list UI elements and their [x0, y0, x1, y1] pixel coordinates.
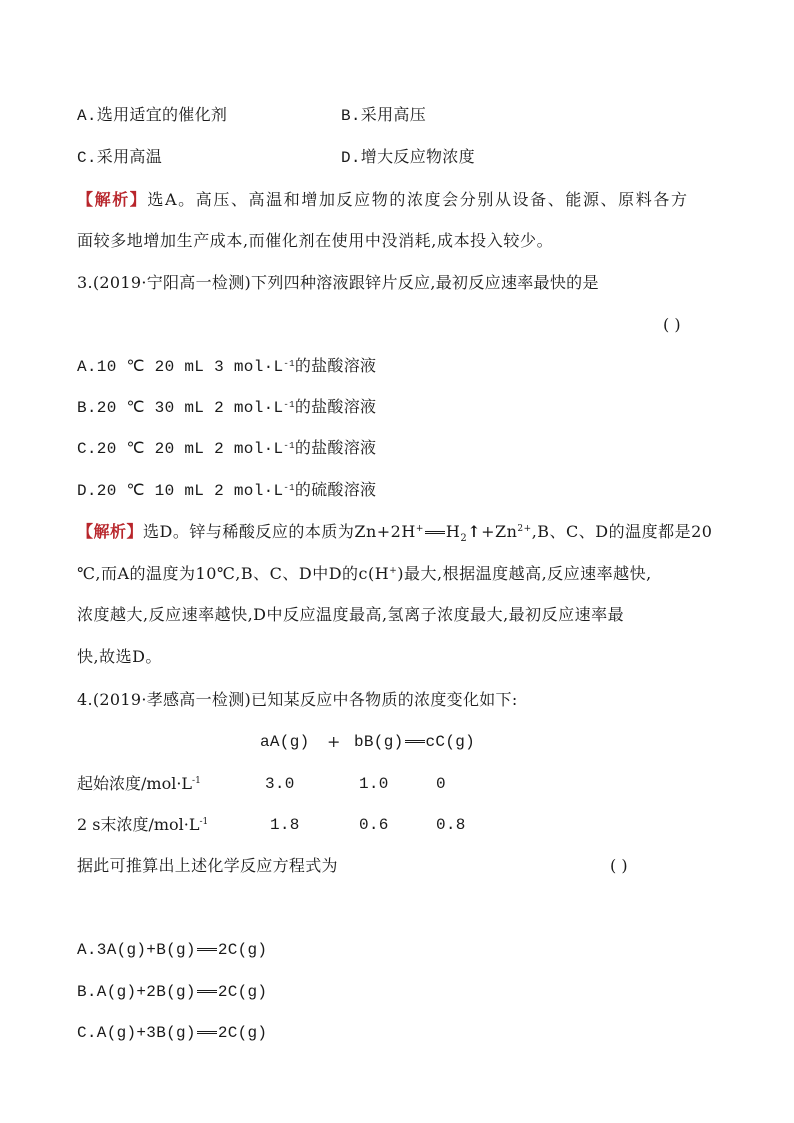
q4-option-b: B.A(g)+2B(g) 2C(g) — [77, 983, 268, 1001]
q4-option-c: C.A(g)+3B(g) 2C(g) — [77, 1024, 268, 1042]
equals-sign-icon — [197, 948, 217, 951]
q3-analysis-line2: ℃,而A的温度为10℃,B、C、D中D的c(H+)最大,根据温度越高,反应速率越快, — [77, 564, 652, 583]
q4-equation-term-a: aA(g) — [260, 733, 310, 751]
q2-analysis-line2: 面较多地增加生产成本,而催化剂在使用中没消耗,成本投入较少。 — [77, 231, 554, 250]
q3-analysis-line1: 【解析】选D。锌与稀酸反应的本质为Zn+2H+ $H_2↑+Zn^{2+},B$、C、D的温度都是20 — [77, 522, 713, 545]
q2-option-a: A.选用适宜的催化剂 — [77, 107, 228, 125]
q3-option-b: B.20 ℃ 30 mL 2 $mol\cdot L^{-1}$的盐酸溶液 — [77, 399, 377, 417]
q3-option-d: D.20 ℃ 10 mL 2 $mol\cdot L^{-1}$的硫酸溶液 — [77, 482, 377, 500]
q3-analysis-line4: 快,故选D。 — [77, 647, 162, 666]
q2-option-b: B.采用高压 — [341, 107, 427, 125]
q4-option-a: A.3A(g)+B(g) 2C(g) — [77, 941, 268, 959]
q4-equation-term-b: bB(g) cC(g) — [354, 733, 476, 751]
equals-sign-icon — [425, 531, 445, 534]
equals-sign-icon — [197, 1031, 217, 1034]
q4-prompt: 据此可推算出上述化学反应方程式为 — [77, 856, 338, 875]
q4-stem: 4.(2019·孝感高一检测)已知某反应中各物质的浓度变化如下: — [77, 690, 518, 709]
equals-sign-icon — [405, 740, 425, 743]
analysis-tag: 【解析】 — [77, 522, 144, 541]
q4-answer-blank: ( ) — [610, 856, 628, 875]
q2-option-d: D.增大反应物浓度 — [341, 149, 475, 167]
q3-option-a: A.10 ℃ 20 mL 3 $mol\cdot L^{-1}$的盐酸溶液 — [77, 358, 377, 376]
q4-row-2s-value-b: 0.6 — [359, 816, 389, 834]
q4-row-2s-label: 2 s末浓度$/mol\cdot L^{-1}$ — [77, 815, 209, 834]
analysis-tag: 【解析】 — [77, 190, 148, 209]
q4-row-initial-value-b: 1.0 — [359, 775, 389, 793]
q2-analysis-line1: 【解析】选A。高压、高温和增加反应物的浓度会分别从设备、能源、原料各方 — [77, 190, 689, 209]
q2-option-c: C.采用高温 — [77, 149, 163, 167]
q3-stem: 3.(2019·宁阳高一检测)下列四种溶液跟锌片反应,最初反应速率最快的是 — [77, 273, 599, 292]
equals-sign-icon — [197, 990, 217, 993]
q3-option-c: C.20 ℃ 20 mL 2 $mol\cdot L^{-1}$的盐酸溶液 — [77, 440, 377, 458]
up-arrow-icon: ↑ — [467, 522, 482, 541]
q4-row-initial-label: 起始浓度$/mol\cdot L^{-1}$ — [77, 774, 201, 793]
q3-analysis-line3: 浓度越大,反应速率越快,D中反应温度最高,氢离子浓度最大,最初反应速率最 — [77, 605, 625, 624]
q4-row-2s-value-c: 0.8 — [436, 816, 466, 834]
q3-answer-blank: ( ) — [663, 315, 681, 334]
q4-row-2s-value-a: 1.8 — [270, 816, 300, 834]
q4-row-initial-value-a: 3.0 — [265, 775, 295, 793]
q4-equation-plus: + — [327, 732, 341, 751]
q4-row-initial-value-c: 0 — [436, 775, 446, 793]
